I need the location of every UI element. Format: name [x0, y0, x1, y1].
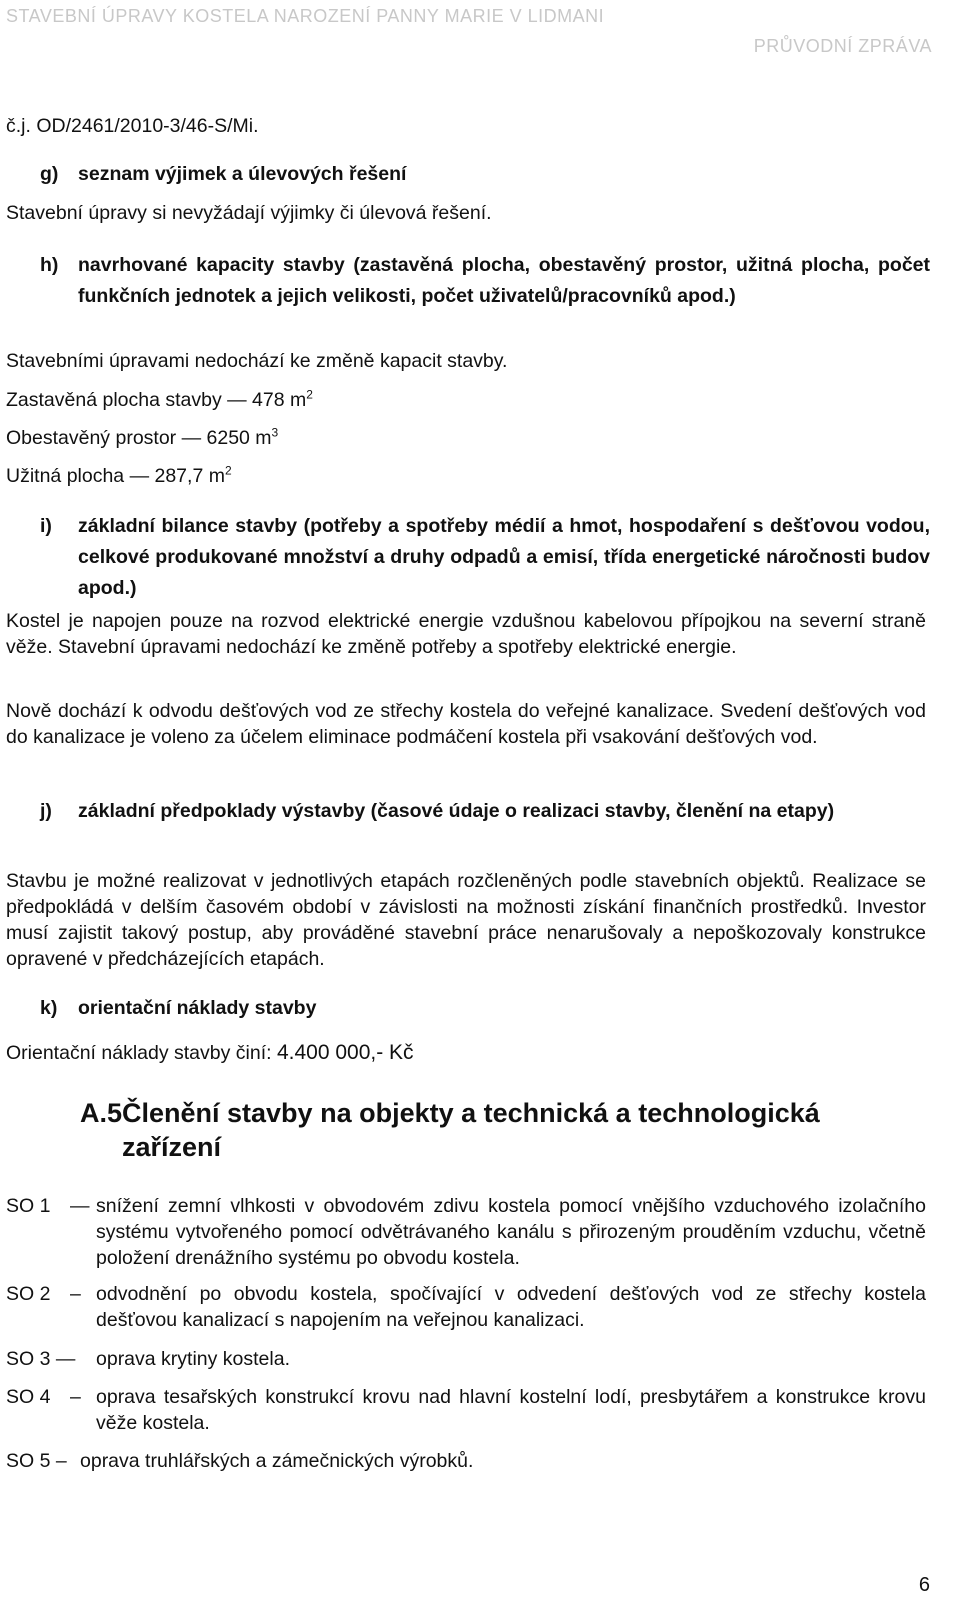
- so-description: oprava tesařských konstrukcí krovu nad hlavní kostelní lodí, presbytářem a konstrukce krovu věže kostela.: [96, 1386, 926, 1434]
- section-j-letter: j): [40, 800, 52, 822]
- estimated-cost-label: Orientační náklady stavby činí:: [6, 1042, 272, 1064]
- section-h-heading: [40, 250, 930, 312]
- header-project-title: STAVEBNÍ ÚPRAVY KOSTELA NAROZENÍ PANNY MARIE V LIDMANI: [6, 6, 605, 26]
- list-item-so2: [6, 1281, 926, 1333]
- so-dash: –: [70, 1283, 81, 1305]
- built-area-line: [6, 386, 313, 414]
- list-item-so3: [6, 1346, 926, 1372]
- built-volume-unit-exp: 3: [271, 425, 279, 440]
- so-code: SO 1: [6, 1195, 51, 1217]
- section-j-paragraph-text: Stavbu je možné realizovat v jednotlivých etapách rozčleněných podle stavebních objektů. Realizace se předpokládá v delším časovém období v závislosti na možnosti získání finančních prostředků. Investor musí zajistit takový postup, aby prováděné stavební práce nenarušovaly a nepoškozovaly konstrukce opravené v předcházejících etapách.: [6, 870, 926, 970]
- so-description: oprava truhlářských a zámečnických výrobků.: [80, 1450, 474, 1472]
- section-i-letter: i): [40, 515, 52, 537]
- chapter-a5-heading: [80, 1096, 900, 1164]
- so-code: SO 2: [6, 1283, 51, 1305]
- section-h-letter: h): [40, 254, 59, 276]
- running-header: [0, 0, 960, 60]
- so-code: SO 4: [6, 1386, 51, 1408]
- so-dash: —: [70, 1195, 90, 1217]
- usable-area-label: Užitná plocha — 287,7 m: [6, 465, 225, 487]
- section-g-letter: g): [40, 163, 59, 185]
- page-number: 6: [918, 1574, 930, 1596]
- estimated-cost-line: [6, 1039, 414, 1067]
- usable-area-line: [6, 462, 232, 490]
- section-i-paragraph-2-text: Nově dochází k odvodu dešťových vod ze střechy kostela do veřejné kanalizace. Svedení dešťových vod do kanalizace je voleno za účelem eliminace podmáčení kostela při vsakování dešťových vod.: [6, 700, 926, 748]
- chapter-a5-number: A.5: [80, 1098, 123, 1128]
- section-i-heading: [40, 511, 930, 604]
- list-item-so5: [6, 1448, 926, 1474]
- section-k-heading: [40, 993, 930, 1024]
- section-j-paragraph: [6, 868, 926, 972]
- section-j-heading: [40, 796, 930, 827]
- list-item-so1: [6, 1193, 926, 1271]
- chapter-a5-title: Členění stavby na objekty a technická a technologická zařízení: [122, 1098, 820, 1162]
- section-i-paragraph-1-text: Kostel je napojen pouze na rozvod elektrické energie vzdušnou kabelovou přípojkou na severní straně věže. Stavební úpravami nedochází ke změně potřeby a spotřeby elektrické energie.: [6, 610, 926, 658]
- so-code: SO 3 —: [6, 1348, 76, 1370]
- section-i-paragraph-1: [6, 608, 926, 660]
- estimated-cost-value: 4.400 000,- Kč: [276, 1041, 414, 1064]
- so-description: odvodnění po obvodu kostela, spočívající v odvedení dešťových vod ze střechy kostela dešťovou kanalizací s napojením na veřejnou kanalizaci.: [96, 1283, 926, 1331]
- header-report-type: PRŮVODNÍ ZPRÁVA: [753, 36, 932, 56]
- so-code: SO 5 –: [6, 1450, 67, 1472]
- section-i-title: základní bilance stavby (potřeby a spotřeby médií a hmot, hospodaření s dešťovou vodou, celkové produkované množství a druhy odpadů a emisí, třída energetické náročnosti budov apod.): [78, 515, 930, 599]
- section-h-text: Stavebními úpravami nedochází ke změně kapacit stavby.: [6, 350, 508, 372]
- so-dash: –: [70, 1386, 81, 1408]
- list-item-so4: [6, 1384, 926, 1436]
- section-j-title: základní předpoklady výstavby (časové údaje o realizaci stavby, členění na etapy): [78, 800, 835, 822]
- usable-area-unit-exp: 2: [224, 463, 232, 478]
- so-description: oprava krytiny kostela.: [96, 1348, 291, 1370]
- section-g-heading: [40, 159, 930, 190]
- section-h-title: navrhované kapacity stavby (zastavěná plocha, obestavěný prostor, užitná plocha, počet funkčních jednotek a jejich velikosti, počet uživatelů/pracovníků apod.): [78, 254, 930, 307]
- section-g-text: Stavební úpravy si nevyžádají výjimky či úlevová řešení.: [6, 202, 492, 224]
- section-k-title: orientační náklady stavby: [78, 997, 317, 1019]
- section-k-letter: k): [40, 997, 58, 1019]
- built-area-unit-exp: 2: [306, 387, 313, 402]
- so-description: snížení zemní vlhkosti v obvodovém zdivu kostela pomocí vnějšího vzduchového izolačního systému vytvořeného pomocí odvětrávaného kanálu s přirozeným prouděním vzduchu, včetně položení drenážního systému po obvodu kostela.: [96, 1195, 926, 1269]
- section-i-paragraph-2: [6, 698, 926, 750]
- built-volume-label: Obestavěný prostor — 6250 m: [6, 427, 272, 449]
- reference-number: č.j. OD/2461/2010-3/46-S/Mi.: [6, 115, 259, 137]
- built-volume-line: [6, 424, 278, 452]
- section-g-title: seznam výjimek a úlevových řešení: [78, 163, 407, 185]
- built-area-label: Zastavěná plocha stavby — 478 m: [6, 389, 307, 411]
